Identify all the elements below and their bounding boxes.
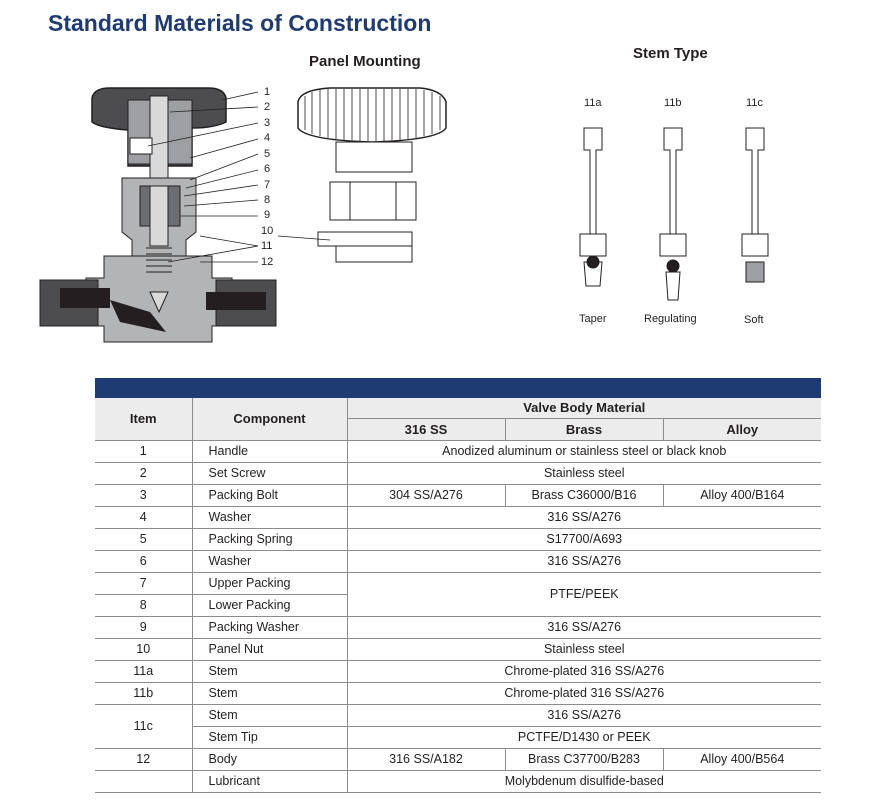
item-cell: 9 xyxy=(95,616,192,638)
table-row xyxy=(95,462,821,484)
component-cell: Stem xyxy=(192,704,347,726)
page-title: Standard Materials of Construction xyxy=(48,10,432,36)
callout-3: 3 xyxy=(264,117,271,129)
stem-code-11b: 11b xyxy=(664,97,682,109)
table-row xyxy=(95,748,821,770)
callout-12: 12 xyxy=(261,256,274,268)
component-cell: Washer xyxy=(192,550,347,572)
material-cell-316ss: 316 SS/A182 xyxy=(347,748,505,770)
component-cell: Handle xyxy=(192,440,347,462)
callout-6: 6 xyxy=(264,163,271,175)
material-cell: PTFE/PEEK xyxy=(347,572,821,616)
item-cell: 11b xyxy=(95,682,192,704)
header-valve-body-material: Valve Body Material xyxy=(347,398,821,418)
item-cell: 7 xyxy=(95,572,192,594)
table-row xyxy=(95,484,821,506)
table-row xyxy=(95,770,821,792)
material-cell: Chrome-plated 316 SS/A276 xyxy=(347,682,821,704)
component-cell: Lubricant xyxy=(192,770,347,792)
component-cell: Stem Tip xyxy=(192,726,347,748)
callout-9: 9 xyxy=(264,209,271,221)
component-cell: Washer xyxy=(192,506,347,528)
table-row xyxy=(95,506,821,528)
stem-label-taper: Taper xyxy=(579,313,607,325)
header-brass: Brass xyxy=(505,418,663,440)
stem-code-11c: 11c xyxy=(746,97,763,109)
material-cell: Stainless steel xyxy=(347,638,821,660)
table-row xyxy=(95,660,821,682)
stem-soft-drawing xyxy=(742,128,768,282)
stem-label-soft: Soft xyxy=(744,314,764,326)
item-cell xyxy=(95,770,192,792)
table-row xyxy=(95,704,821,726)
material-cell-brass: Brass C36000/B16 xyxy=(505,484,663,506)
callout-2: 2 xyxy=(264,101,271,113)
material-cell: S17700/A693 xyxy=(347,528,821,550)
item-cell: 11c xyxy=(95,704,192,748)
component-cell: Packing Spring xyxy=(192,528,347,550)
component-cell: Set Screw xyxy=(192,462,347,484)
item-cell: 11a xyxy=(95,660,192,682)
panel-mounting-label: Panel Mounting xyxy=(309,53,421,70)
material-cell-316ss: 304 SS/A276 xyxy=(347,484,505,506)
stem-label-regulating: Regulating xyxy=(644,313,697,325)
header-316ss: 316 SS xyxy=(347,418,505,440)
valve-cross-section-drawing xyxy=(40,88,276,342)
callout-5: 5 xyxy=(264,148,271,160)
callout-7: 7 xyxy=(264,179,271,191)
item-cell: 2 xyxy=(95,462,192,484)
material-cell-alloy: Alloy 400/B564 xyxy=(663,748,821,770)
material-cell: PCTFE/D1430 or PEEK xyxy=(347,726,821,748)
callout-1: 1 xyxy=(264,86,271,98)
component-cell: Lower Packing xyxy=(192,594,347,616)
material-cell-alloy: Alloy 400/B164 xyxy=(663,484,821,506)
item-cell: 10 xyxy=(95,638,192,660)
material-cell: Chrome-plated 316 SS/A276 xyxy=(347,660,821,682)
header-item: Item xyxy=(95,398,192,440)
materials-table xyxy=(95,398,821,793)
panel-mounting-drawing xyxy=(278,88,446,262)
material-cell: 316 SS/A276 xyxy=(347,506,821,528)
table-row xyxy=(95,572,821,594)
material-cell: Molybdenum disulfide-based xyxy=(347,770,821,792)
callout-4: 4 xyxy=(264,132,271,144)
item-cell: 12 xyxy=(95,748,192,770)
table-row xyxy=(95,616,821,638)
stem-taper-drawing xyxy=(580,128,606,286)
item-cell: 6 xyxy=(95,550,192,572)
component-cell: Panel Nut xyxy=(192,638,347,660)
item-cell: 3 xyxy=(95,484,192,506)
table-row xyxy=(95,550,821,572)
component-cell: Body xyxy=(192,748,347,770)
valve-figures xyxy=(0,0,870,370)
item-cell: 1 xyxy=(95,440,192,462)
component-cell: Packing Washer xyxy=(192,616,347,638)
material-cell: Stainless steel xyxy=(347,462,821,484)
table-row xyxy=(95,528,821,550)
component-cell: Stem xyxy=(192,682,347,704)
component-cell: Packing Bolt xyxy=(192,484,347,506)
item-cell: 5 xyxy=(95,528,192,550)
item-cell: 4 xyxy=(95,506,192,528)
component-cell: Stem xyxy=(192,660,347,682)
header-alloy: Alloy xyxy=(663,418,821,440)
material-cell: 316 SS/A276 xyxy=(347,616,821,638)
material-cell: 316 SS/A276 xyxy=(347,704,821,726)
component-cell: Upper Packing xyxy=(192,572,347,594)
stem-code-11a: 11a xyxy=(584,97,602,109)
callout-11: 11 xyxy=(261,240,273,252)
table-header-bar xyxy=(95,378,821,398)
table-row xyxy=(95,682,821,704)
stem-regulating-drawing xyxy=(660,128,686,300)
material-cell-brass: Brass C37700/B283 xyxy=(505,748,663,770)
item-cell: 8 xyxy=(95,594,192,616)
table-row xyxy=(95,638,821,660)
material-cell: Anodized aluminum or stainless steel or black knob xyxy=(347,440,821,462)
material-cell: 316 SS/A276 xyxy=(347,550,821,572)
header-component: Component xyxy=(192,398,347,440)
table-row xyxy=(95,726,821,748)
stem-type-label: Stem Type xyxy=(633,45,708,62)
table-row xyxy=(95,440,821,462)
callout-8: 8 xyxy=(264,194,271,206)
callout-10: 10 xyxy=(261,225,274,237)
